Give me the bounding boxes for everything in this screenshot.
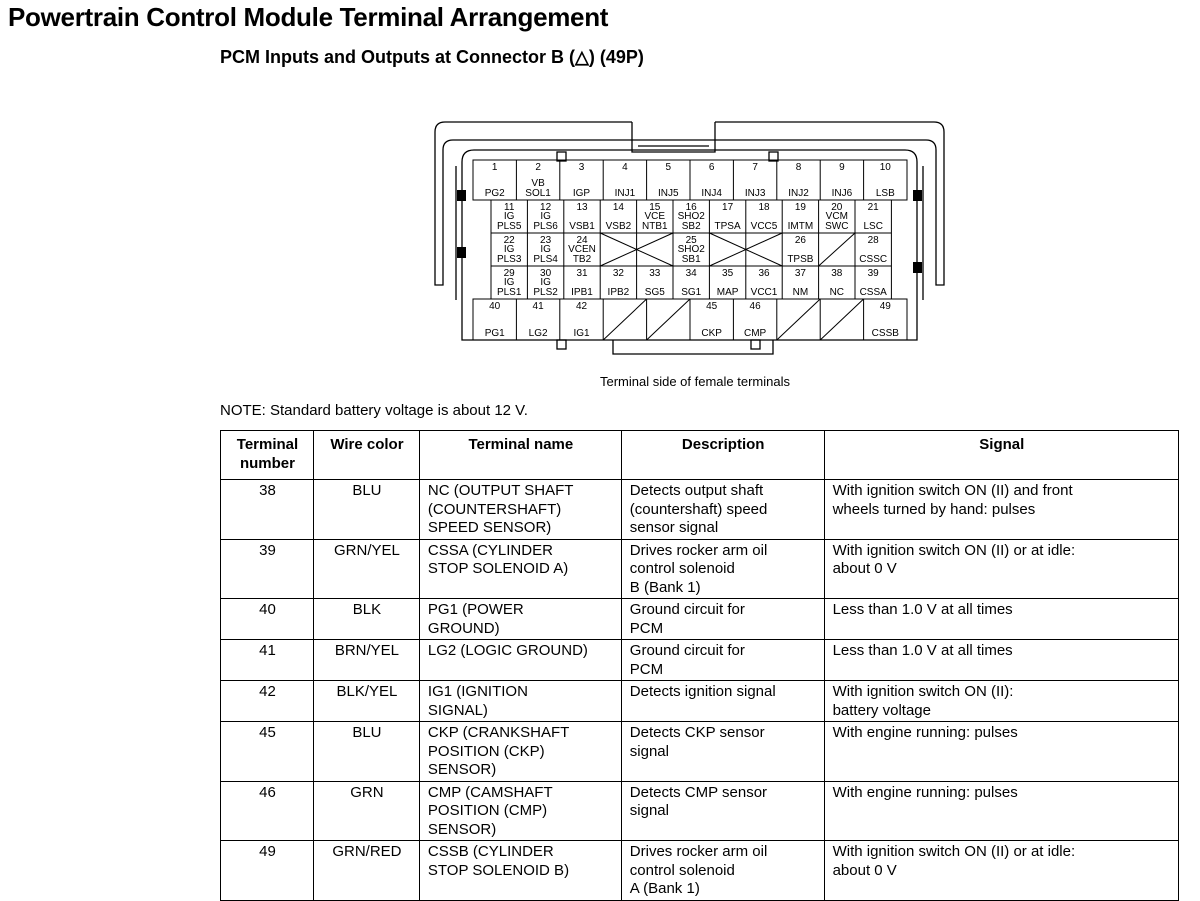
pin-label: SHO2 SB1: [677, 244, 705, 265]
pin-number: 16: [685, 202, 697, 213]
pin-label: PG2: [484, 188, 505, 199]
pin-number: 42: [575, 301, 588, 312]
terminal-number-cell: [221, 480, 314, 540]
description-cell: [621, 781, 824, 841]
description-cell-text: Ground circuit for PCM: [629, 642, 745, 678]
pin-divider: [819, 233, 855, 266]
pin-number: 35: [722, 268, 734, 279]
terminal-number-cell-text: 40: [259, 601, 276, 618]
pin-label: INJ2: [788, 188, 809, 199]
wire-color-cell-text: GRN/YEL: [334, 541, 400, 559]
pin-label: LG2: [528, 328, 548, 339]
pin-label: CMP: [743, 328, 767, 339]
terminal-name-cell: [419, 781, 621, 841]
pin-number: 13: [576, 202, 588, 213]
terminal-name-cell: [419, 640, 621, 681]
pin-divider: [777, 299, 820, 340]
description-cell: [621, 841, 824, 901]
pin-label: IPB2: [607, 287, 630, 298]
table-row: [221, 841, 1179, 901]
wire-color-cell-text: BLK/YEL: [336, 683, 398, 700]
signal-cell: [824, 681, 1178, 722]
terminal-number-cell-text: 46: [259, 783, 276, 801]
pin-label: SG1: [681, 287, 702, 298]
pin-number: 7: [752, 162, 758, 173]
signal-cell-text: With engine running: pulses: [832, 783, 1018, 801]
signal-cell: [824, 781, 1178, 841]
table-header-row: [221, 431, 1179, 480]
pin-number: 4: [622, 162, 628, 173]
pin-number: 45: [706, 301, 718, 312]
pin-number: 8: [795, 162, 802, 173]
terminal-name-cell-text: CSSA (CYLINDER STOP SOLENOID A): [427, 541, 569, 577]
description-cell-text: Detects CKP sensor signal: [629, 724, 765, 760]
description-cell: [621, 480, 824, 540]
pin-number: 37: [794, 268, 806, 279]
pin-label: SG5: [644, 287, 665, 298]
description-cell: [621, 722, 824, 782]
pin-number: 2: [535, 162, 541, 173]
pin-label: IG PLS1: [496, 277, 522, 298]
terminal-number-cell: [221, 539, 314, 599]
signal-cell: [824, 539, 1178, 599]
pin-number: 10: [879, 162, 891, 173]
table-row: [221, 599, 1179, 640]
signal-cell: [824, 722, 1178, 782]
wire-color-cell: [313, 722, 419, 782]
pin-label: VCM SWC: [825, 211, 849, 232]
table-row: [221, 722, 1179, 782]
signal-cell: [824, 841, 1178, 901]
pin-label: IG PLS4: [533, 244, 558, 265]
pin-number: 39: [867, 268, 879, 279]
pin-label: IG1: [573, 328, 590, 339]
pin-number: 33: [649, 268, 661, 279]
pin-number: 26: [794, 235, 806, 246]
pin-number: 9: [839, 162, 845, 173]
pin-number: 15: [649, 202, 661, 213]
pin-label: INJ5: [658, 188, 679, 199]
pin-label: TPSB: [787, 254, 814, 265]
terminal-table: [220, 430, 1179, 901]
pin-label: SHO2 SB2: [677, 211, 705, 232]
description-cell-text: Drives rocker arm oil control solenoid B (Bank 1): [629, 541, 768, 596]
pin-number: 1: [491, 162, 498, 173]
wire-color-cell-text: BLK: [352, 601, 382, 618]
header-terminal-number-text: Terminal number: [236, 436, 299, 472]
terminal-number-cell: [221, 841, 314, 901]
pin-label: VCEN TB2: [568, 244, 596, 265]
description-cell-text: Detects CMP sensor signal: [629, 783, 768, 819]
pin-number: 29: [503, 268, 515, 279]
pin-divider: [647, 299, 690, 340]
table-row: [221, 681, 1179, 722]
pin-divider: [603, 299, 646, 340]
pin-number: 11: [504, 202, 515, 213]
pin-divider: [820, 299, 863, 340]
terminal-number-cell: [221, 599, 314, 640]
pin-number: 36: [758, 268, 770, 279]
terminal-number-cell: [221, 640, 314, 681]
pin-number: 49: [879, 301, 891, 312]
pin-label: INJ4: [701, 188, 722, 199]
page-title: Powertrain Control Module Terminal Arrangement: [8, 2, 609, 32]
pin-label: IG PLS6: [533, 211, 558, 232]
pin-label: LSC: [863, 221, 883, 232]
signal-cell: [824, 480, 1178, 540]
terminal-name-cell-text: CSSB (CYLINDER STOP SOLENOID B): [427, 843, 570, 879]
terminal-number-cell-text: 39: [259, 541, 276, 559]
connector-drawing: [420, 110, 960, 366]
pin-label: INJ3: [744, 188, 766, 199]
pin-label: VSB1: [569, 221, 595, 232]
header-description: [621, 431, 824, 480]
pin-label: CSSB: [871, 328, 899, 339]
pin-number: 23: [540, 235, 552, 246]
pin-number: 22: [503, 235, 515, 246]
terminal-number-cell: [221, 781, 314, 841]
pin-label: MAP: [716, 287, 739, 298]
pin-label: VSB2: [605, 221, 632, 232]
header-terminal-name: [419, 431, 621, 480]
header-terminal-number: [221, 431, 314, 480]
pin-label: NM: [792, 287, 809, 298]
pin-label: VCC1: [750, 287, 778, 298]
wire-color-cell: [313, 539, 419, 599]
section-subtitle: [220, 47, 644, 68]
pin-number: 6: [708, 162, 715, 173]
header-signal-text: Signal: [979, 436, 1025, 453]
terminal-name-cell-text: CKP (CRANKSHAFT POSITION (CKP) SENSOR): [427, 724, 570, 778]
terminal-number-cell-text: 49: [259, 843, 276, 860]
table-row: [221, 539, 1179, 599]
triangle-icon: △: [574, 47, 589, 67]
terminal-number-cell: [221, 681, 314, 722]
wire-color-cell-text: BLU: [352, 724, 382, 741]
pin-number: 20: [831, 202, 843, 213]
pin-label: IGP: [572, 188, 591, 199]
description-cell-text: Drives rocker arm oil control solenoid A (Bank 1): [629, 843, 768, 897]
table-row: [221, 640, 1179, 681]
terminal-number-cell-text: 38: [259, 482, 276, 499]
wire-color-cell: [313, 841, 419, 901]
pin-label: NC: [829, 287, 845, 298]
signal-cell-text: With ignition switch ON (II) and front wheels turned by hand: pulses: [832, 482, 1073, 518]
wire-color-cell: [313, 681, 419, 722]
pin-number: 28: [867, 235, 879, 246]
diagram-caption: Terminal side of female terminals: [599, 374, 791, 389]
description-cell-text: Ground circuit for PCM: [629, 601, 745, 637]
description-cell: [621, 539, 824, 599]
header-wire-color-text: Wire color: [330, 436, 404, 453]
header-wire-color: [313, 431, 419, 480]
pin-label: INJ1: [614, 188, 636, 199]
subtitle-text: PCM Inputs and Outputs at Connector B (: [220, 47, 575, 67]
terminal-number-cell: [221, 722, 314, 782]
signal-cell-text: With ignition switch ON (II) or at idle: about 0 V: [832, 843, 1076, 879]
signal-cell-text: With ignition switch ON (II) or at idle: about 0 V: [832, 541, 1076, 577]
terminal-name-cell: [419, 480, 621, 540]
table-row: [221, 781, 1179, 841]
pin-label: IG PLS3: [496, 244, 522, 265]
header-signal: [824, 431, 1178, 480]
terminal-name-cell: [419, 681, 621, 722]
pin-label: LSB: [875, 188, 895, 199]
pin-label: VB SOL1: [525, 178, 551, 199]
terminal-name-cell: [419, 539, 621, 599]
pin-number: 14: [612, 202, 624, 213]
pin-label: IG PLS2: [533, 277, 558, 298]
description-cell: [621, 640, 824, 681]
pin-number: 18: [758, 202, 770, 213]
pin-number: 46: [749, 301, 761, 312]
pin-number: 38: [831, 268, 843, 279]
header-description-text: Description: [681, 436, 765, 453]
terminal-number-cell-text: 42: [259, 683, 276, 700]
terminal-number-cell-text: 45: [259, 724, 276, 741]
pin-number: 12: [540, 202, 552, 213]
terminal-number-cell-text: 41: [259, 642, 276, 659]
header-terminal-name-text: Terminal name: [468, 436, 574, 453]
pin-number: 25: [685, 235, 697, 246]
table-row: [221, 480, 1179, 540]
pin-number: 5: [665, 162, 672, 173]
signal-cell-text: With ignition switch ON (II): battery voltage: [832, 683, 1014, 719]
pin-number: 24: [576, 235, 588, 246]
pin-number: 34: [685, 268, 697, 279]
pin-number: 41: [532, 301, 544, 312]
description-cell: [621, 599, 824, 640]
description-cell: [621, 681, 824, 722]
terminal-name-cell-text: LG2 (LOGIC GROUND): [427, 642, 588, 659]
pin-number: 17: [722, 202, 734, 213]
wire-color-cell: [313, 781, 419, 841]
description-cell-text: Detects output shaft (countershaft) speed sensor signal: [629, 482, 768, 536]
terminal-name-cell-text: CMP (CAMSHAFT POSITION (CMP) SENSOR): [427, 783, 553, 838]
wire-color-cell-text: GRN: [350, 783, 384, 801]
pin-label: CSSC: [859, 254, 888, 265]
signal-cell: [824, 640, 1178, 681]
pin-label: INJ6: [831, 188, 853, 199]
pin-label: IMTM: [787, 221, 814, 232]
wire-color-cell-text: BLU: [352, 482, 382, 499]
pin-label: TPSA: [714, 221, 741, 232]
terminal-name-cell-text: IG1 (IGNITION SIGNAL): [427, 683, 528, 719]
terminal-name-cell: [419, 841, 621, 901]
terminal-name-cell-text: NC (OUTPUT SHAFT (COUNTERSHAFT) SPEED SENSOR): [427, 482, 574, 536]
signal-cell-text: Less than 1.0 V at all times: [832, 642, 1013, 659]
pin-number: 21: [867, 202, 879, 213]
signal-cell-text: With engine running: pulses: [832, 724, 1018, 741]
wire-color-cell: [313, 599, 419, 640]
pin-number: 19: [794, 202, 806, 213]
description-cell-text: Detects ignition signal: [629, 683, 776, 700]
pin-label: IG PLS5: [496, 211, 522, 232]
terminal-name-cell: [419, 599, 621, 640]
voltage-note: NOTE: Standard battery voltage is about 12 V.: [220, 402, 528, 419]
subtitle-end-text: ) (49P): [588, 47, 644, 67]
pin-label: CKP: [701, 328, 722, 339]
pin-label: CSSA: [859, 287, 887, 298]
wire-color-cell-text: BRN/YEL: [334, 642, 400, 659]
pin-label: PG1: [484, 328, 505, 339]
pin-number: 32: [612, 268, 624, 279]
wire-color-cell-text: GRN/RED: [332, 843, 402, 860]
terminal-name-cell-text: PG1 (POWER GROUND): [427, 601, 524, 637]
pin-label: VCC5: [750, 221, 778, 232]
connector-diagram: [420, 110, 960, 371]
signal-cell-text: Less than 1.0 V at all times: [832, 601, 1013, 618]
pin-number: 31: [576, 268, 588, 279]
pin-number: 3: [578, 162, 585, 173]
pin-number: 40: [489, 301, 501, 312]
signal-cell: [824, 599, 1178, 640]
pin-label: VCE NTB1: [642, 211, 668, 232]
terminal-name-cell: [419, 722, 621, 782]
wire-color-cell: [313, 640, 419, 681]
pin-number: 30: [540, 268, 552, 279]
wire-color-cell: [313, 480, 419, 540]
pin-label: IPB1: [571, 287, 593, 298]
